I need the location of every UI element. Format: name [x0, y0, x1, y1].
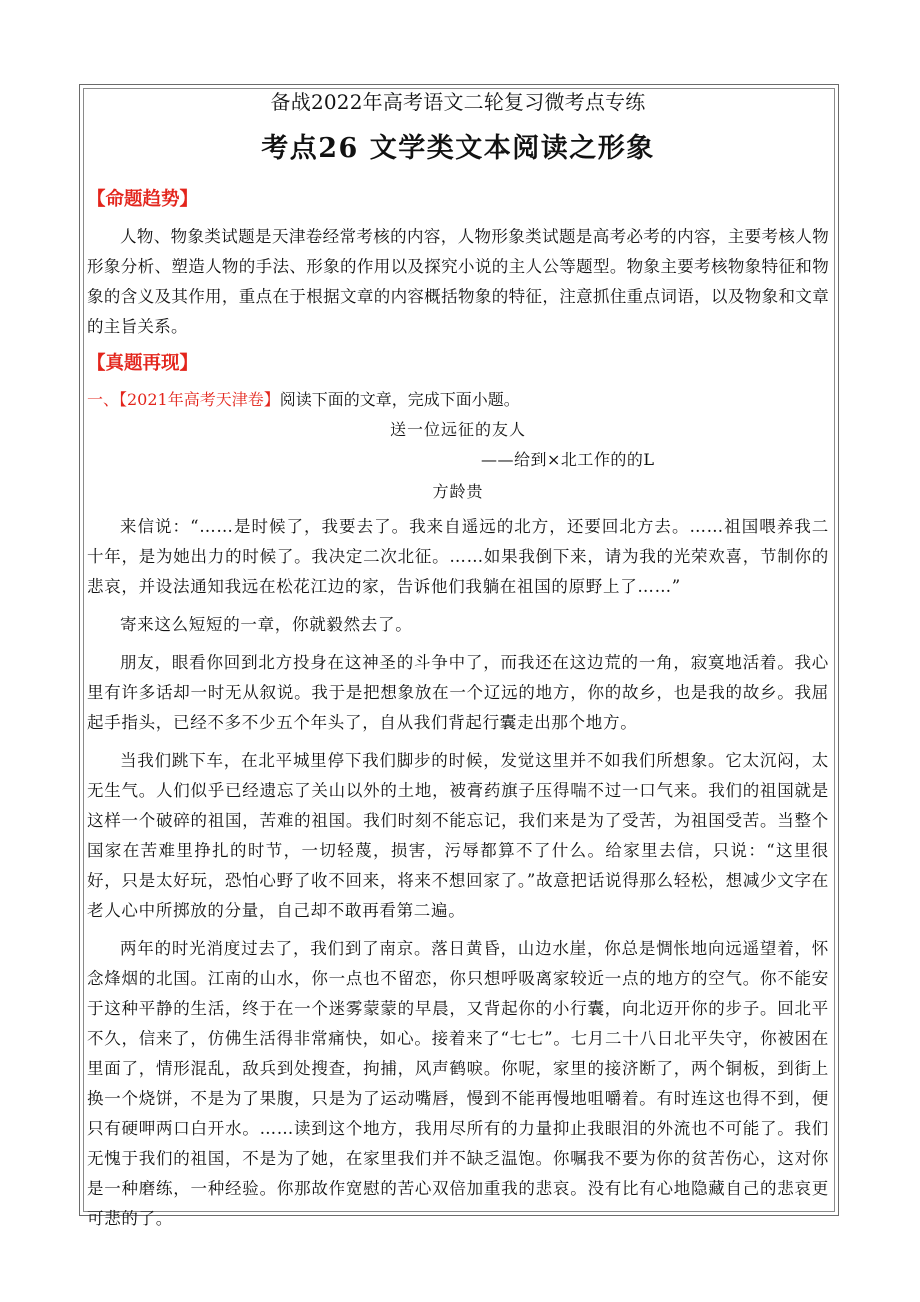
document-series-title: 备战2022年高考语文二轮复习微考点专练 — [270, 90, 646, 114]
document-content — [87, 88, 829, 1234]
story-subtitle: ——给到×北工作的的L — [481, 450, 655, 469]
story-paragraph: 当我们跳下车，在北平城里停下我们脚步的时候，发觉这里并不如我们所想象。它太沉闷，太无生气。人们似乎已经遗忘了关山以外的土地，被膏药旗子压得喘不过一口气来。我们的祖国就是这样一个破碎的祖国，苦难的祖国。我们时刻不能忘记，我们来是为了受苦，为祖国受苦。当整个国家在苦难里挣扎的时节，一切轻蔑，损害，污辱都算不了什么。给家里去信，只说：“这里很好，只是太好玩，恐怕心野了收不回来，将来不想回家了。”故意把话说得那么轻松，想减少文字在老人心中所掷放的分量，自己却不敢再看第二遍。 — [87, 751, 829, 920]
story-paragraph: 两年的时光消度过去了，我们到了南京。落日黄昏，山边水崖，你总是惆怅地向远遥望着，怀念烽烟的北国。江南的山水，你一点也不留恋，你只想呼吸离家较近一点的地方的空气。你不能安于这种平静的生活，终于在一个迷雾蒙蒙的早晨，又背起你的小行囊，向北迈开你的步子。回北平不久，信来了，仿佛生活得非常痛快，如心。接着来了“七七”。七月二十八日北平失守，你被困在里面了，情形混乱，敌兵到处搜查，拘捕，风声鹤唳。你呢，家里的接济断了，两个铜板，到街上换一个烧饼，不是为了果腹，只是为了运动嘴唇，慢到不能再慢地咀嚼着。有时连这也得不到，便只有硬呷两口白开水。……读到这个地方，我用尽所有的力量抑止我眼泪的外流也不可能了。我们无愧于我们的祖国，不是为了她，在家里我们并不缺乏温饱。你嘱我不要为你的贫苦伤心，这对你是一种磨练，一种经验。你那故作宽慰的苦心双倍加重我的悲哀。没有比有心地隐藏自己的悲哀更可悲的了。 — [87, 939, 829, 1228]
story-paragraph: 寄来这么短短的一章，你就毅然去了。 — [120, 615, 413, 634]
document-main-title: 考点26 文学类文本阅读之形象 — [261, 133, 655, 164]
section-heading-real-questions: 【真题再现】 — [87, 353, 199, 374]
question-instruction: 阅读下面的文章，完成下面小题。 — [279, 390, 520, 409]
story-paragraph: 朋友，眼看你回到北方投身在这神圣的斗争中了，而我还在这边荒的一角，寂寞地活着。我心里有许多话却一时无从叙说。我于是把想象放在一个辽远的地方，你的故乡，也是我的故乡。我屈起手指头，已经不多不少五个年头了，自从我们背起行囊走出那个地方。 — [87, 653, 829, 732]
section-heading-trend: 【命题趋势】 — [87, 189, 199, 210]
story-paragraph: 来信说：“……是时候了，我要去了。我来自遥远的北方，还要回北方去。……祖国喂养我二十年，是为她出力的时候了。我决定二次北征。……如果我倒下来，请为我的光荣欢喜，节制你的悲哀，并设法通知我远在松花江边的家，告诉他们我躺在祖国的原野上了……” — [87, 517, 829, 596]
story-title: 送一位远征的友人 — [389, 420, 526, 439]
question-source-label: 一、【2021年高考天津卷】 — [87, 390, 280, 409]
trend-paragraph: 人物、物象类试题是天津卷经常考核的内容，人物形象类试题是高考必考的内容，主要考核人物形象分析、塑造人物的手法、形象的作用以及探究小说的主人公等题型。物象主要考核物象特征和物象的含义及其作用，重点在于根据文章的内容概括物象的特征，注意抓住重点词语，以及物象和文章的主旨关系。 — [87, 227, 829, 336]
question-line — [87, 386, 829, 414]
story-author: 方龄贵 — [432, 482, 484, 501]
